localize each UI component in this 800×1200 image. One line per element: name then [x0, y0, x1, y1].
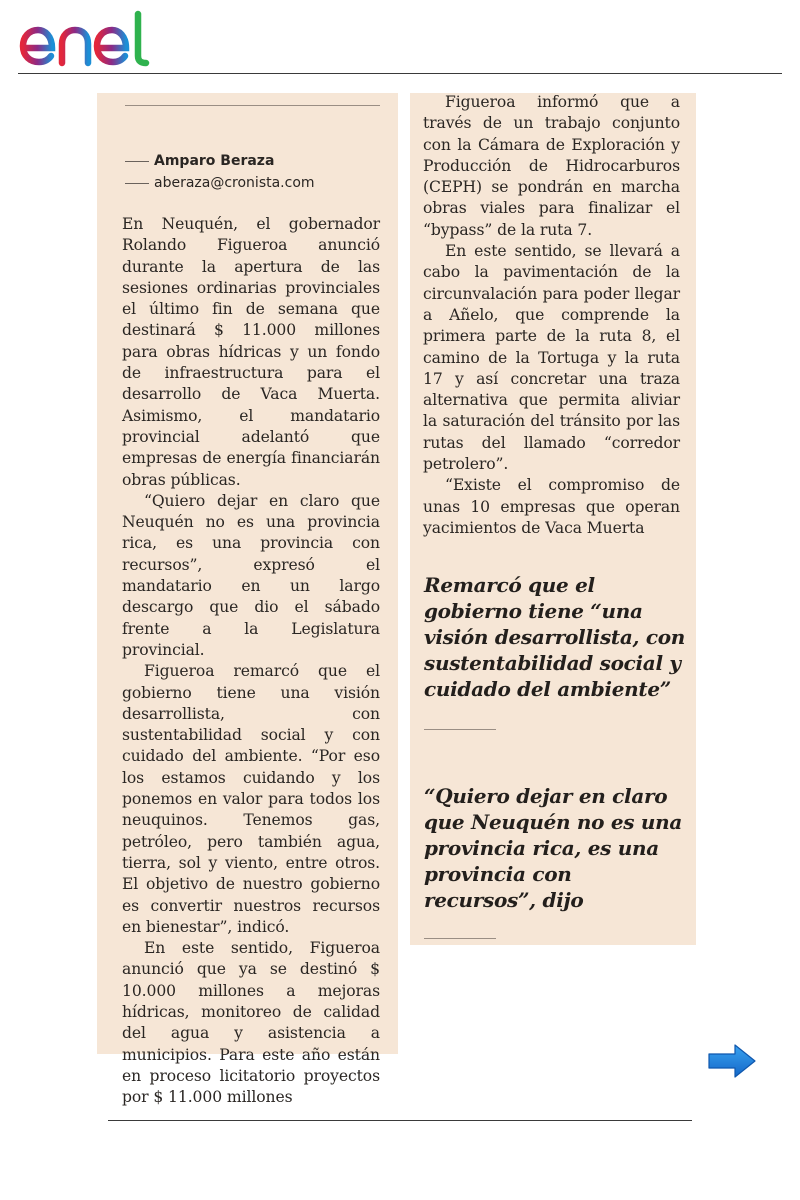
paragraph: En Neuquén, el gobernador Rolando Figueroa anunció durante la apertura de las sesiones ordinarias provinciales el último fin de semana que destinará $ 11.000 millones para obras hídricas y un fondo de infraestructura para el desarrollo de Vaca Muerta. Asimismo, el mandatario provincial adelantó que empresas de energía financiarán obras públicas.	[122, 215, 380, 489]
next-page-button[interactable]	[707, 1043, 757, 1079]
pull-quote: Remarcó que el gobierno tiene “una visión desarrollista, con sustentabilidad social y cuidado del ambiente”	[424, 573, 685, 701]
pull-quote-rule	[424, 938, 496, 939]
arrow-right-icon	[707, 1043, 757, 1079]
byline-dash	[125, 183, 149, 184]
author-email: aberaza@cronista.com	[154, 175, 315, 191]
article-body-right	[423, 92, 680, 539]
pull-quote-rule	[424, 729, 496, 730]
byline-dash	[125, 161, 149, 162]
paragraph: En este sentido, se llevará a cabo la pavimentación de la circunvalación para poder llegar a Añelo, que comprende la primera parte de la ruta 8, el camino de la Tortuga y la ruta 17 y así concretar una traza alternativa que permita aliviar la saturación del tránsito por las rutas del llamado “corredor petrolero”.	[423, 242, 680, 474]
byline-author	[125, 153, 274, 169]
paragraph: “Existe el compromiso de unas 10 empresas que operan yacimientos de Vaca Muerta	[423, 476, 680, 537]
byline-top-rule	[125, 105, 380, 106]
header-divider	[18, 73, 782, 74]
paragraph: Figueroa remarcó que el gobierno tiene una visión desarrollista, con sustentabilidad social y con cuidado del ambiente. “Por eso los estamos cuidando y los ponemos en valor para todos los neuquinos. Tenemos gas, petróleo, pero también agua, tierra, sol y viento, entre otros. El objetivo de nuestro gobierno es convertir nuestros recursos en bienestar”, indicó.	[122, 662, 380, 936]
paragraph: “Quiero dejar en claro que Neuquén no es una provincia rica, es una provincia con recursos”, expresó el mandatario en un largo descargo que dio el sábado frente a la Legislatura provincial.	[122, 491, 380, 659]
pull-quote: “Quiero dejar en claro que Neuquén no es una provincia rica, es una provincia con recursos”, dijo	[424, 784, 683, 912]
paragraph: Figueroa informó que a través de un trabajo conjunto con la Cámara de Exploración y Producción de Hidrocarburos (CEPH) se pondrán en marcha obras viales para finalizar el “bypass” de la ruta 7.	[423, 93, 680, 239]
enel-logo	[18, 8, 170, 68]
footer-divider	[108, 1120, 692, 1121]
paragraph: En este sentido, Figueroa anunció que ya se destinó $ 10.000 millones a mejoras hídricas, monitoreo de calidad del agua y asistencia a municipios. Para este año están en proceso licitatorio proyectos por $ 11.000 millones	[122, 939, 380, 1107]
article-body-left	[122, 214, 380, 1108]
author-name: Amparo Beraza	[154, 153, 275, 169]
byline-email	[125, 175, 315, 191]
